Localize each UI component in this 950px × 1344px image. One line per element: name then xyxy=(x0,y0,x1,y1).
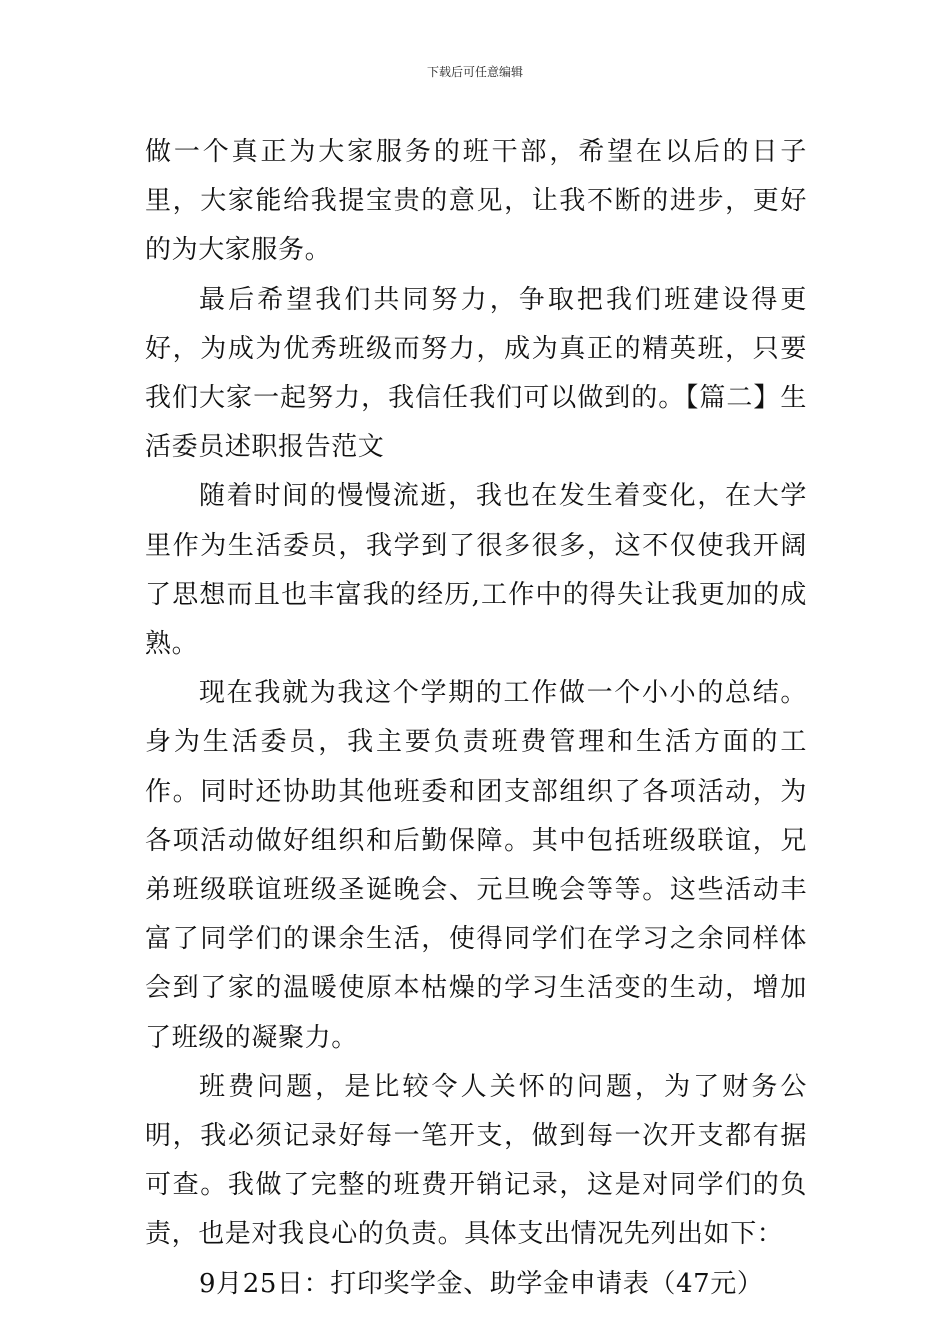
document-body xyxy=(145,128,807,1309)
paragraph-5: 班费问题，是比较令人关怀的问题，为了财务公明，我必须记录好每一笔开支，做到每一次开支都有据可查。我做了完整的班费开销记录，这是对同学们的负责，也是对我良心的负责。具体支出情况先列出如下： xyxy=(145,1071,807,1250)
paragraph-3: 随着时间的慢慢流逝，我也在发生着变化，在大学里作为生活委员，我学到了很多很多，这不仅使我开阔了思想而且也丰富我的经历,工作中的得失让我更加的成熟。 xyxy=(145,481,807,660)
paragraph-6: 9月25日：打印奖学金、助学金申请表（47元） xyxy=(199,1268,764,1299)
paragraph-4: 现在我就为我这个学期的工作做一个小小的总结。身为生活委员，我主要负责班费管理和生活方面的工作。同时还协助其他班委和团支部组织了各项活动，为各项活动做好组织和后勤保障。其中包括班级联谊，兄弟班级联谊班级圣诞晚会、元旦晚会等等。这些活动丰富了同学们的课余生活，使得同学们在学习之余同样体会到了家的温暖使原本枯燥的学习生活变的生动，增加了班级的凝聚力。 xyxy=(145,678,807,1053)
paragraph-1: 做一个真正为大家服务的班干部，希望在以后的日子里，大家能给我提宝贵的意见，让我不断的进步，更好的为大家服务。 xyxy=(145,137,807,266)
paragraph-2: 最后希望我们共同努力，争取把我们班建设得更好，为成为优秀班级而努力，成为真正的精英班，只要我们大家一起努力，我信任我们可以做到的。【篇二】生活委员述职报告范文 xyxy=(145,284,807,463)
page-header: 下载后可任意编辑 xyxy=(426,65,523,79)
